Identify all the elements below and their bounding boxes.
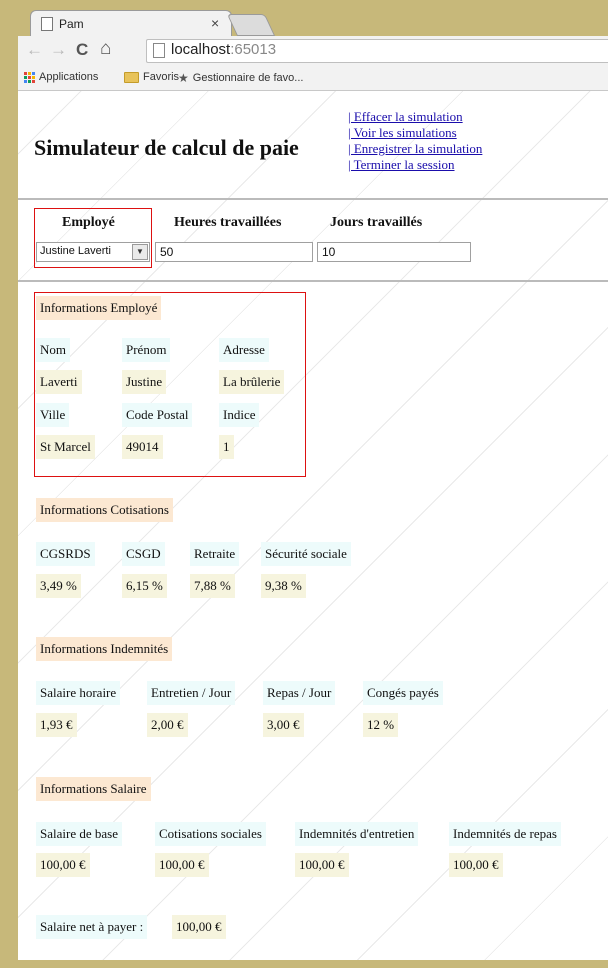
home-icon[interactable]: ⌂ [100, 38, 112, 59]
bookmarks-bar [18, 66, 608, 91]
allowance-value-repas: 3,00 € [263, 713, 304, 737]
end-session-link[interactable]: | Terminer la session [348, 157, 455, 172]
address-text [171, 41, 276, 58]
back-arrow-icon[interactable]: ← [26, 40, 43, 59]
star-icon: ★ [178, 71, 189, 85]
tab-title: Pam [59, 17, 84, 31]
contribution-label-securite-sociale: Sécurité sociale [261, 542, 351, 566]
allowance-value-entretien: 2,00 € [147, 713, 188, 737]
contribution-label-retraite: Retraite [190, 542, 239, 566]
contribution-value-retraite: 7,88 % [190, 574, 235, 598]
employee-label-nom: Nom [36, 338, 70, 362]
page-content [18, 91, 608, 960]
contribution-value-securite-sociale: 9,38 % [261, 574, 306, 598]
navigation-bar [18, 36, 608, 67]
view-simulations-link[interactable]: | Voir les simulations [348, 125, 457, 140]
divider [18, 198, 608, 200]
browser-window [18, 0, 608, 960]
reload-icon[interactable]: C [76, 40, 89, 59]
tab-bar [18, 0, 608, 36]
salary-value-repas: 100,00 € [449, 853, 503, 877]
apps-grid-icon [24, 72, 35, 83]
allowances-header: Informations Indemnités [36, 637, 172, 661]
page-icon [153, 43, 165, 58]
save-simulation-link[interactable]: | Enregistrer la simulation [348, 141, 483, 156]
contribution-value-csgd: 6,15 % [122, 574, 167, 598]
forward-arrow-icon[interactable]: → [50, 40, 67, 59]
hours-input-value: 50 [160, 245, 174, 259]
employee-label-indice: Indice [219, 403, 259, 427]
salary-label-base: Salaire de base [36, 822, 122, 846]
chevron-down-icon[interactable]: ▼ [132, 244, 148, 260]
salary-header: Informations Salaire [36, 777, 151, 801]
contribution-label-cgsrds: CGSRDS [36, 542, 95, 566]
bookmark-manager[interactable] [178, 71, 303, 85]
bookmark-label: Favoris [143, 71, 180, 83]
employee-label-adresse: Adresse [219, 338, 269, 362]
employee-label-prenom: Prénom [122, 338, 170, 362]
employee-label-ville: Ville [36, 403, 69, 427]
employee-info-header: Informations Employé [36, 296, 161, 320]
folder-icon [124, 72, 139, 83]
allowance-label-repas: Repas / Jour [263, 681, 335, 705]
salary-value-entretien: 100,00 € [295, 853, 349, 877]
employee-value-prenom: Justine [122, 370, 166, 394]
tab-pam[interactable] [30, 10, 232, 37]
allowance-label-salaire-horaire: Salaire horaire [36, 681, 120, 705]
contribution-label-csgd: CSGD [122, 542, 165, 566]
allowance-label-conges-payes: Congés payés [363, 681, 443, 705]
hours-input[interactable] [155, 242, 313, 262]
page-icon [41, 17, 53, 31]
contributions-header: Informations Cotisations [36, 498, 173, 522]
salary-label-entretien: Indemnités d'entretien [295, 822, 418, 846]
employee-value-nom: Laverti [36, 370, 82, 394]
employee-value-adresse: La brûlerie [219, 370, 284, 394]
address-port: :65013 [230, 41, 277, 58]
hours-label: Heures travaillées [174, 215, 282, 230]
page-title: Simulateur de calcul de paie [34, 135, 299, 160]
salary-label-repas: Indemnités de repas [449, 822, 561, 846]
allowance-label-entretien: Entretien / Jour [147, 681, 235, 705]
employee-value-code-postal: 49014 [122, 435, 163, 459]
employee-label-code-postal: Code Postal [122, 403, 192, 427]
net-salary-value: 100,00 € [172, 915, 226, 939]
clear-simulation-link[interactable]: | Effacer la simulation [348, 109, 463, 124]
days-input-value: 10 [322, 245, 336, 259]
bookmark-label: Applications [39, 71, 99, 83]
close-tab-icon[interactable]: × [211, 15, 220, 31]
address-bar[interactable] [146, 39, 608, 63]
divider [18, 280, 608, 282]
salary-value-base: 100,00 € [36, 853, 90, 877]
days-label: Jours travaillés [330, 215, 423, 230]
salary-label-cotisations: Cotisations sociales [155, 822, 266, 846]
contribution-value-cgsrds: 3,49 % [36, 574, 81, 598]
new-tab-button[interactable] [227, 14, 275, 36]
bookmark-label: Gestionnaire de favo... [192, 72, 304, 84]
employee-value-ville: St Marcel [36, 435, 95, 459]
allowance-value-salaire-horaire: 1,93 € [36, 713, 77, 737]
bookmark-applications[interactable] [24, 71, 98, 83]
employee-select-value: Justine Laverti [40, 245, 111, 257]
employee-label: Employé [62, 215, 115, 230]
action-links [348, 109, 482, 173]
employee-select[interactable] [36, 242, 150, 262]
employee-value-indice: 1 [219, 435, 234, 459]
salary-value-cotisations: 100,00 € [155, 853, 209, 877]
bookmark-favoris[interactable] [124, 71, 179, 83]
allowance-value-conges-payes: 12 % [363, 713, 398, 737]
address-host: localhost [171, 41, 231, 58]
days-input[interactable] [317, 242, 471, 262]
net-salary-label: Salaire net à payer : [36, 915, 147, 939]
